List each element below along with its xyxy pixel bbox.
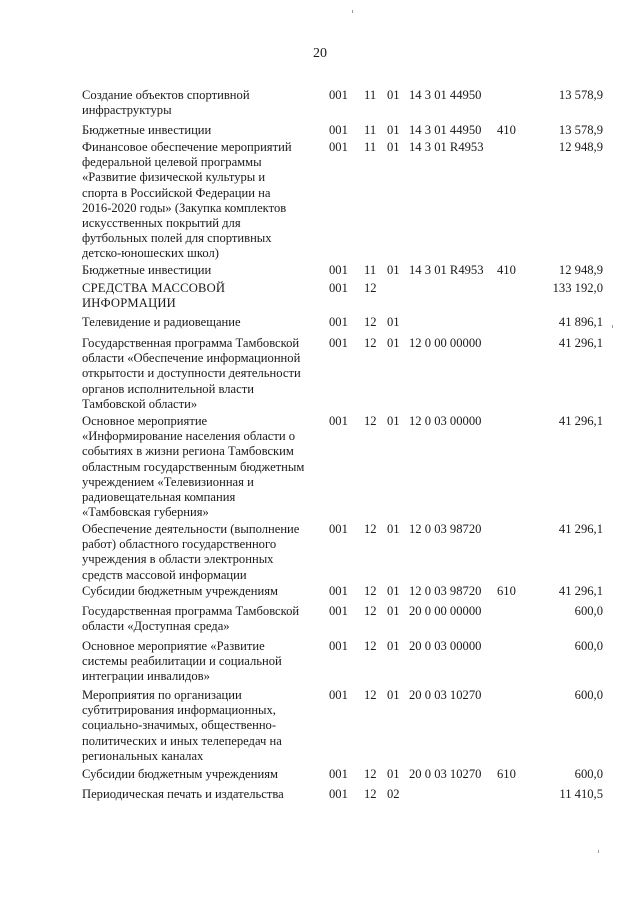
row-description (82, 123, 320, 138)
amount: 11 410,5 (559, 787, 603, 801)
amount: 41 296,1 (558, 414, 603, 428)
target-article-code: 20 0 00 00000 (409, 604, 482, 618)
section-code: 12 (364, 767, 377, 781)
description-line: области «Обеспечение информационной (82, 351, 301, 366)
section-code: 11 (364, 263, 377, 277)
subsection-code: 01 (387, 140, 400, 154)
ministry-code: 001 (329, 584, 348, 598)
row-description (82, 688, 320, 764)
subsection-code: 01 (387, 767, 400, 781)
subsection-code: 01 (387, 604, 400, 618)
row-description (82, 336, 320, 412)
target-article-code: 20 0 03 10270 (409, 688, 482, 702)
description-line: «Информирование населения области о (82, 429, 296, 444)
section-code: 12 (364, 688, 377, 702)
amount: 41 896,1 (558, 315, 603, 329)
expense-type-code: 610 (497, 767, 516, 781)
description-line: социально-значимых, общественно- (82, 718, 277, 733)
scan-speck (352, 10, 353, 13)
section-code: 12 (364, 639, 377, 653)
section-code: 12 (364, 281, 377, 295)
subsection-code: 01 (387, 584, 400, 598)
scan-speck (612, 325, 613, 328)
subsection-code: 01 (387, 688, 400, 702)
section-code: 12 (364, 787, 377, 801)
description-line: работ) областного государственного (82, 537, 277, 552)
description-line: Создание объектов спортивной (82, 88, 250, 102)
ministry-code: 001 (329, 123, 348, 137)
amount: 41 296,1 (558, 522, 603, 536)
ministry-code: 001 (329, 639, 348, 653)
description-line: области «Доступная среда» (82, 619, 230, 634)
description-line: Субсидии бюджетным учреждениям (82, 767, 278, 781)
section-code: 12 (364, 414, 377, 428)
section-code: 11 (364, 88, 377, 102)
ministry-code: 001 (329, 767, 348, 781)
description-line: детско-юношеских школ) (82, 246, 219, 261)
description-line: Основное мероприятие «Развитие (82, 639, 265, 653)
description-line: Обеспечение деятельности (выполнение (82, 522, 300, 536)
description-line: «Развитие физической культуры и (82, 170, 266, 185)
target-article-code: 14 3 01 R4953 (409, 263, 484, 277)
description-line: инфраструктуры (82, 103, 172, 118)
row-description (82, 263, 320, 278)
description-line: Тамбовской области» (82, 396, 198, 411)
row-description (82, 604, 320, 634)
amount: 12 948,9 (558, 140, 603, 154)
description-line: Финансовое обеспечение мероприятий (82, 140, 292, 154)
subsection-code: 01 (387, 336, 400, 350)
description-line: федеральной целевой программы (82, 155, 262, 170)
description-line: футбольных полей для спортивных (82, 231, 272, 246)
subsection-code: 01 (387, 639, 400, 653)
amount: 13 578,9 (558, 123, 603, 137)
amount: 600,0 (574, 604, 603, 618)
row-description (82, 787, 320, 802)
description-line: искусственных покрытий для (82, 216, 241, 231)
subsection-code: 01 (387, 522, 400, 536)
expense-type-code: 410 (497, 123, 516, 137)
target-article-code: 12 0 03 00000 (409, 414, 482, 428)
subsection-code: 01 (387, 123, 400, 137)
section-code: 11 (364, 123, 377, 137)
subsection-code: 01 (387, 315, 400, 329)
description-line: системы реабилитации и социальной (82, 654, 282, 669)
row-description (82, 522, 320, 583)
ministry-code: 001 (329, 414, 348, 428)
amount: 13 578,9 (558, 88, 603, 102)
amount: 41 296,1 (558, 336, 603, 350)
description-line: Государственная программа Тамбовской (82, 336, 300, 350)
row-description (82, 414, 320, 520)
description-line: 2016-2020 годы» (Закупка комплектов (82, 200, 287, 215)
description-line: субтитрирования информационных, (82, 703, 276, 718)
row-description (82, 315, 320, 330)
section-code: 12 (364, 315, 377, 329)
row-description (82, 140, 320, 262)
description-line: Бюджетные инвестиции (82, 263, 212, 277)
description-line: учреждения в области электронных (82, 552, 274, 567)
description-line: региональных каналах (82, 748, 204, 763)
amount: 133 192,0 (552, 281, 603, 295)
scan-speck (598, 850, 599, 853)
description-line: учреждением «Телевизионная и (82, 474, 254, 489)
amount: 600,0 (574, 639, 603, 653)
description-line: Периодическая печать и издательства (82, 787, 284, 801)
description-line: Телевидение и радиовещание (82, 315, 241, 329)
description-line: Мероприятия по организации (82, 688, 242, 702)
description-line: органов исполнительной власти (82, 381, 254, 396)
description-line: интеграции инвалидов» (82, 669, 210, 684)
ministry-code: 001 (329, 140, 348, 154)
subsection-code: 01 (387, 414, 400, 428)
target-article-code: 12 0 03 98720 (409, 584, 482, 598)
target-article-code: 14 3 01 44950 (409, 88, 482, 102)
section-code: 11 (364, 140, 377, 154)
expense-type-code: 610 (497, 584, 516, 598)
target-article-code: 20 0 03 10270 (409, 767, 482, 781)
amount: 12 948,9 (558, 263, 603, 277)
description-line: средств массовой информации (82, 567, 247, 582)
page-number: 20 (313, 46, 327, 61)
target-article-code: 12 0 00 00000 (409, 336, 482, 350)
ministry-code: 001 (329, 688, 348, 702)
description-line: Государственная программа Тамбовской (82, 604, 300, 618)
description-line: спорта в Российской Федерации на (82, 185, 271, 200)
ministry-code: 001 (329, 281, 348, 295)
amount: 600,0 (574, 688, 603, 702)
ministry-code: 001 (329, 88, 348, 102)
target-article-code: 14 3 01 R4953 (409, 140, 484, 154)
section-code: 12 (364, 584, 377, 598)
ministry-code: 001 (329, 263, 348, 277)
row-description (82, 767, 320, 782)
section-code: 12 (364, 522, 377, 536)
subsection-code: 01 (387, 88, 400, 102)
row-description (82, 281, 320, 311)
amount: 41 296,1 (558, 584, 603, 598)
description-line: событиях в жизни региона Тамбовским (82, 444, 294, 459)
row-description (82, 584, 320, 599)
description-line: Бюджетные инвестиции (82, 123, 212, 137)
description-line: Субсидии бюджетным учреждениям (82, 584, 278, 598)
section-code: 12 (364, 336, 377, 350)
section-code: 12 (364, 604, 377, 618)
description-line: областным государственным бюджетным (82, 459, 305, 474)
description-line: «Тамбовская губерния» (82, 505, 209, 520)
target-article-code: 20 0 03 00000 (409, 639, 482, 653)
ministry-code: 001 (329, 315, 348, 329)
subsection-code: 01 (387, 263, 400, 277)
description-line: политических и иных телепередач на (82, 733, 282, 748)
description-line: СРЕДСТВА МАССОВОЙ (82, 281, 226, 295)
description-line: ИНФОРМАЦИИ (82, 296, 176, 311)
row-description (82, 639, 320, 685)
description-line: радиовещательная компания (82, 490, 236, 505)
amount: 600,0 (574, 767, 603, 781)
expense-type-code: 410 (497, 263, 516, 277)
row-description (82, 88, 320, 118)
description-line: Основное мероприятие (82, 414, 208, 428)
subsection-code: 02 (387, 787, 400, 801)
ministry-code: 001 (329, 336, 348, 350)
target-article-code: 14 3 01 44950 (409, 123, 482, 137)
ministry-code: 001 (329, 522, 348, 536)
ministry-code: 001 (329, 787, 348, 801)
target-article-code: 12 0 03 98720 (409, 522, 482, 536)
description-line: открытости и доступности деятельности (82, 366, 301, 381)
ministry-code: 001 (329, 604, 348, 618)
